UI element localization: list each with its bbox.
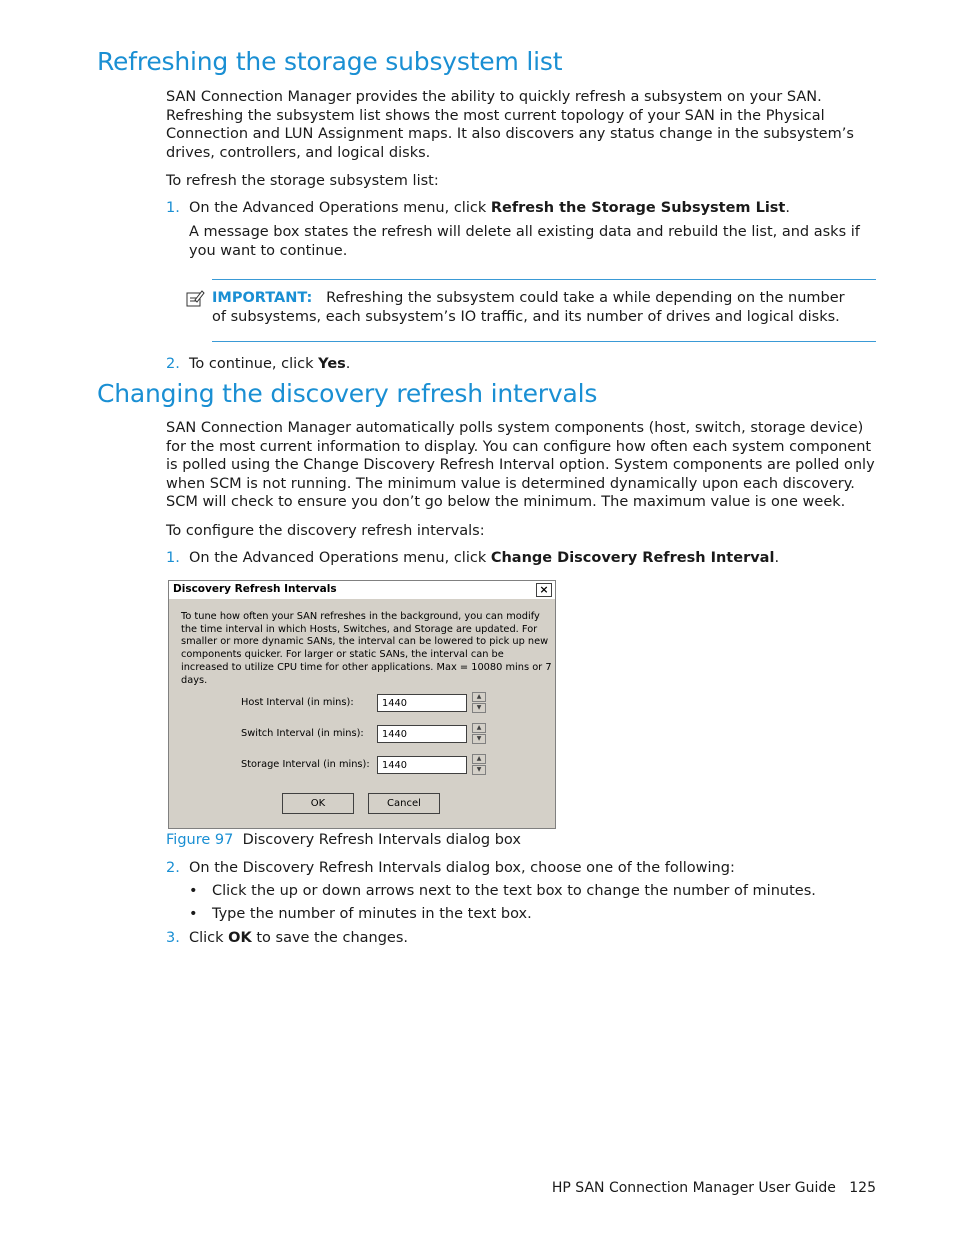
- guide-title: HP SAN Connection Manager User Guide: [551, 1180, 836, 1196]
- cancel-button[interactable]: Cancel: [368, 793, 440, 814]
- step-2: [166, 356, 351, 372]
- close-icon[interactable]: ×: [536, 583, 552, 597]
- section-intro: SAN Connection Manager provides the ability to quickly refresh a subsystem on your SAN. Refreshing the subsystem list shows the most current topology of your SAN in the Physical Connection and LUN Assignment maps. It also discovers any status change in the subsystem’s drives, controllers, and logical disks.: [166, 89, 854, 161]
- storage-interval-label: Storage Interval (in mins):: [241, 759, 370, 770]
- step-text-end: .: [345, 356, 351, 372]
- menu-command: Refresh the Storage Subsystem List: [490, 200, 786, 216]
- step-1: [166, 200, 790, 216]
- step-number: 3.: [166, 930, 180, 946]
- figure-label: Figure 97: [166, 832, 234, 848]
- spin-up-icon[interactable]: ▲: [472, 754, 486, 764]
- lead-text: To configure the discovery refresh intervals:: [166, 523, 485, 539]
- discovery-refresh-dialog: [168, 580, 556, 829]
- bullet-mark: •: [189, 906, 198, 922]
- important-note: [212, 289, 852, 326]
- spin-down-icon[interactable]: ▼: [472, 765, 486, 775]
- bullet-item: [189, 883, 816, 899]
- step-1: [166, 550, 780, 566]
- switch-interval-spinner[interactable]: [472, 723, 486, 745]
- divider: [212, 279, 876, 280]
- host-interval-spinner[interactable]: [472, 692, 486, 714]
- dialog-title-bar: [169, 581, 555, 599]
- step-number: 2.: [166, 356, 180, 372]
- switch-interval-label: Switch Interval (in mins):: [241, 728, 364, 739]
- bullet-text: Click the up or down arrows next to the text box to change the number of minutes.: [212, 883, 816, 899]
- section-intro: SAN Connection Manager automatically polls system components (host, switch, storage device) for the most current information to display. You can configure how often each system component is polled using the Change Discovery Refresh Interval option. System components are polled only when SCM is not running. The minimum value is determined dynamically upon each discovery. SCM will check to ensure you don’t go below the minimum. The maximum value is one week.: [166, 420, 875, 511]
- spin-down-icon[interactable]: ▼: [472, 734, 486, 744]
- spin-down-icon[interactable]: ▼: [472, 703, 486, 713]
- step-number: 1.: [166, 200, 180, 216]
- figure-caption: [166, 832, 521, 848]
- step-number: 1.: [166, 550, 180, 566]
- step-text: On the Discovery Refresh Intervals dialog box, choose one of the following:: [189, 860, 735, 876]
- step-note: A message box states the refresh will delete all existing data and rebuild the list, and asks if you want to continue.: [189, 224, 860, 259]
- step-text: To continue, click: [189, 356, 319, 372]
- dialog-title: Discovery Refresh Intervals: [173, 583, 337, 595]
- step-text: On the Advanced Operations menu, click: [189, 200, 491, 216]
- button-name: Yes: [318, 356, 346, 372]
- switch-interval-input[interactable]: 1440: [377, 725, 467, 743]
- important-icon: [186, 289, 206, 307]
- step-text-end: .: [785, 200, 790, 216]
- bullet-text: Type the number of minutes in the text box.: [212, 906, 532, 922]
- ok-button[interactable]: OK: [282, 793, 354, 814]
- section-title: Changing the discovery refresh intervals: [97, 379, 598, 408]
- important-label: IMPORTANT:: [212, 290, 313, 306]
- storage-interval-spinner[interactable]: [472, 754, 486, 776]
- spin-up-icon[interactable]: ▲: [472, 692, 486, 702]
- bullet-mark: •: [189, 883, 198, 899]
- important-text: Refreshing the subsystem could take a while depending on the number of subsystems, each subsystem’s IO traffic, and its number of drives and logical disks.: [212, 290, 845, 325]
- host-interval-input[interactable]: 1440: [377, 694, 467, 712]
- page-number: 125: [849, 1180, 876, 1196]
- section-title: Refreshing the storage subsystem list: [97, 47, 563, 76]
- divider: [212, 341, 876, 342]
- figure-caption-text: Discovery Refresh Intervals dialog box: [242, 832, 521, 848]
- spin-up-icon[interactable]: ▲: [472, 723, 486, 733]
- step-2: [166, 860, 735, 876]
- step-text-end: to save the changes.: [251, 930, 408, 946]
- menu-command: Change Discovery Refresh Interval: [490, 550, 775, 566]
- bullet-item: [189, 906, 532, 922]
- dialog-description: To tune how often your SAN refreshes in the background, you can modify the time interval in which Hosts, Switches, and Storage are updated. For smaller or more dynamic SANs, the interval can be lowered to pick up new components quicker. For larger or static SANs, the interval can be increased to utilize CPU time for other applications. Max = 10080 mins or 7 days.: [181, 611, 552, 686]
- storage-interval-input[interactable]: 1440: [377, 756, 467, 774]
- host-interval-label: Host Interval (in mins):: [241, 697, 354, 708]
- step-text: On the Advanced Operations menu, click: [189, 550, 491, 566]
- lead-text: To refresh the storage subsystem list:: [166, 173, 439, 189]
- button-name: OK: [228, 930, 252, 946]
- step-number: 2.: [166, 860, 180, 876]
- step-text-end: .: [774, 550, 780, 566]
- step-text: Click: [189, 930, 229, 946]
- page-footer: [552, 1180, 876, 1196]
- step-3: [166, 930, 408, 946]
